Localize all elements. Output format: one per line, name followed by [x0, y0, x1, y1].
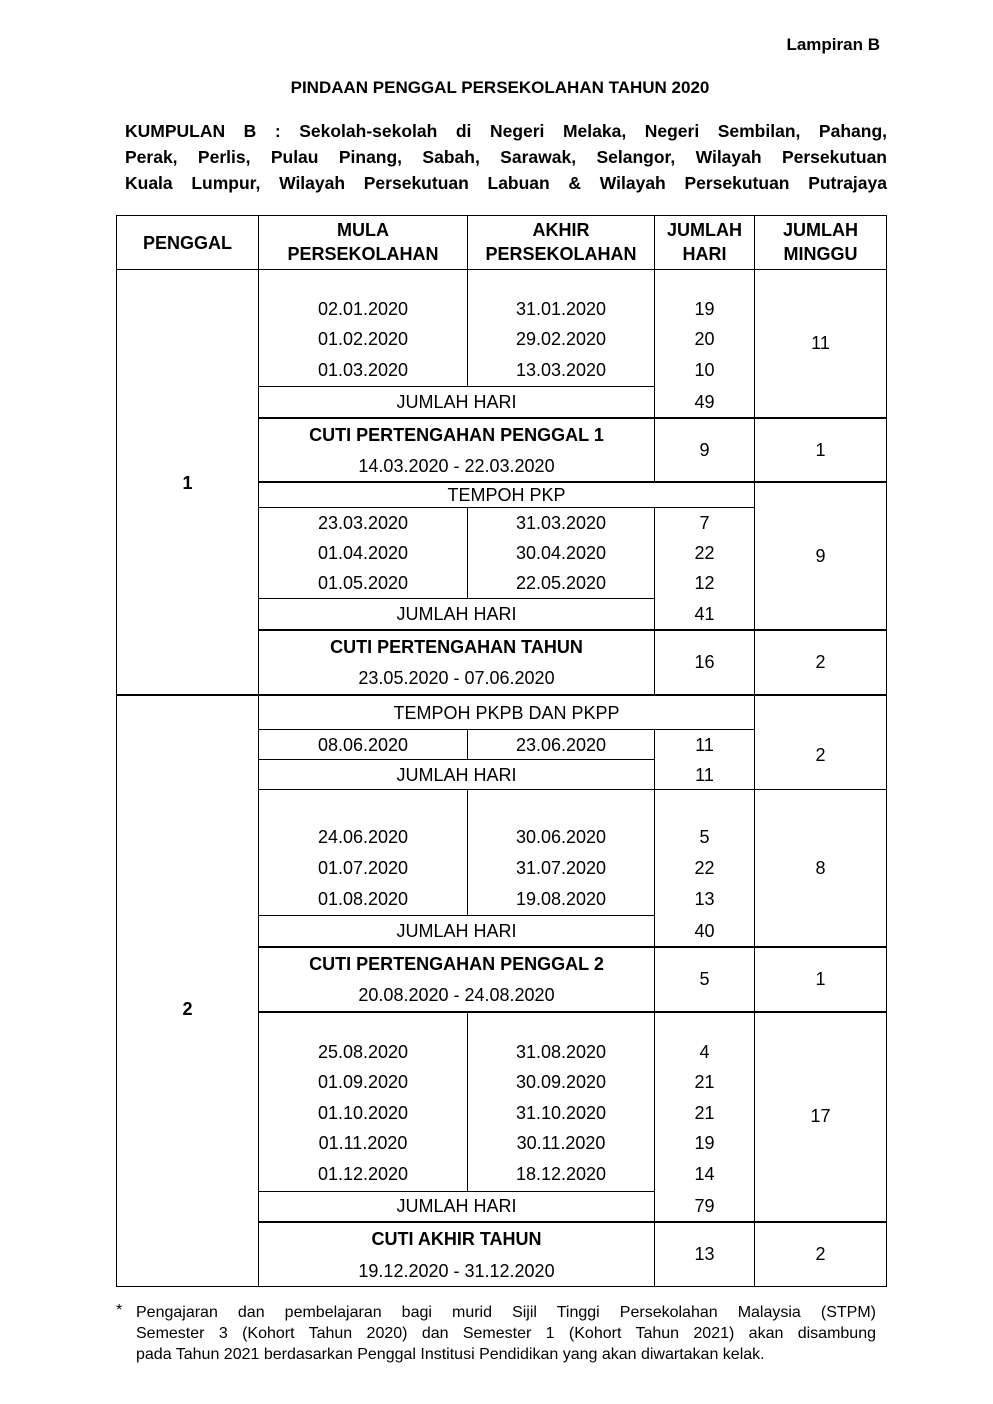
- end-date: 30.06.2020: [515, 827, 607, 847]
- table-rule: [258, 629, 887, 631]
- holiday-weeks: 1: [815, 969, 826, 989]
- holiday-days: 5: [699, 969, 710, 989]
- table-rule: [258, 1221, 887, 1223]
- holiday-weeks: 1: [815, 440, 826, 460]
- start-date: 01.03.2020: [317, 360, 409, 380]
- holiday-name: CUTI PERTENGAHAN PENGGAL 2: [309, 954, 604, 974]
- header-mula: MULA: [337, 220, 389, 240]
- week-count: 17: [810, 1106, 831, 1126]
- holiday-range: 14.03.2020 - 22.03.2020: [358, 456, 555, 476]
- footnote-line: Semester 3 (Kohort Tahun 2020) dan Semester 1 (Kohort Tahun 2021) akan disambung: [136, 1325, 876, 1342]
- table-rule: [258, 759, 655, 760]
- end-date: 22.05.2020: [515, 573, 607, 593]
- table-rule: [258, 789, 887, 790]
- penggal-label: 1: [182, 473, 193, 493]
- start-date: 01.08.2020: [317, 889, 409, 909]
- table-rule: [258, 1191, 655, 1192]
- end-date: 30.04.2020: [515, 543, 607, 563]
- end-date: 13.03.2020: [515, 360, 607, 380]
- holiday-days: 16: [694, 652, 715, 672]
- table-rule: [116, 269, 887, 270]
- total-label: JUMLAH HARI: [396, 604, 517, 624]
- end-date: 30.11.2020: [516, 1133, 606, 1153]
- group-line: Perak, Perlis, Pulau Pinang, Sabah, Sarawak, Selangor, Wilayah Persekutuan: [125, 147, 887, 167]
- holiday-weeks: 2: [815, 652, 826, 672]
- header-minggu: MINGGU: [783, 244, 858, 264]
- day-count: 22: [694, 543, 715, 563]
- start-date: 24.06.2020: [317, 827, 409, 847]
- header-hari: JUMLAH: [667, 220, 742, 240]
- end-date: 31.07.2020: [515, 858, 607, 878]
- week-count: 9: [815, 546, 826, 566]
- end-date: 30.09.2020: [515, 1072, 607, 1092]
- day-count: 20: [694, 329, 715, 349]
- start-date: 01.02.2020: [317, 329, 409, 349]
- day-count: 19: [694, 299, 715, 319]
- day-count: 14: [694, 1164, 715, 1184]
- footnote-marker: *: [116, 1302, 123, 1319]
- start-date: 02.01.2020: [317, 299, 409, 319]
- end-date: 31.10.2020: [515, 1103, 607, 1123]
- holiday-range: 20.08.2020 - 24.08.2020: [358, 985, 555, 1005]
- day-count: 19: [694, 1133, 715, 1153]
- holiday-days: 9: [699, 440, 710, 460]
- table-rule: [258, 1011, 887, 1013]
- header-minggu: JUMLAH: [783, 220, 858, 240]
- footnote-line: pada Tahun 2021 berdasarkan Penggal Institusi Pendidikan yang akan diwartakan kelak.: [136, 1346, 765, 1363]
- week-count: 11: [811, 333, 830, 353]
- header-akhir: AKHIR: [532, 220, 590, 240]
- table-rule: [258, 481, 887, 483]
- total-label: JUMLAH HARI: [396, 392, 517, 412]
- end-date: 31.08.2020: [515, 1042, 607, 1062]
- holiday-name: CUTI PERTENGAHAN TAHUN: [330, 637, 583, 657]
- group-line: Kuala Lumpur, Wilayah Persekutuan Labuan & Wilayah Persekutuan Putrajaya: [125, 173, 887, 193]
- group-line: KUMPULAN B : Sekolah-sekolah di Negeri Melaka, Negeri Sembilan, Pahang,: [125, 121, 887, 141]
- table-rule: [258, 386, 655, 387]
- holiday-name: CUTI AKHIR TAHUN: [371, 1229, 542, 1249]
- table-rule: [258, 598, 655, 599]
- table-rule: [258, 915, 655, 916]
- section-label: TEMPOH PKP: [447, 485, 566, 505]
- total-label: JUMLAH HARI: [396, 1196, 517, 1216]
- table-rule: [258, 417, 887, 419]
- start-date: 25.08.2020: [317, 1042, 409, 1062]
- total-days: 41: [694, 604, 715, 624]
- total-days: 79: [694, 1196, 715, 1216]
- table-border: [116, 1286, 887, 1287]
- day-count: 7: [699, 513, 710, 533]
- holiday-days: 13: [694, 1244, 715, 1264]
- section-label: TEMPOH PKPB DAN PKPP: [393, 703, 620, 723]
- end-date: 23.06.2020: [515, 735, 607, 755]
- header-penggal: PENGGAL: [142, 233, 232, 253]
- end-date: 31.03.2020: [515, 513, 607, 533]
- start-date: 01.11.2020: [318, 1133, 408, 1153]
- end-date: 18.12.2020: [515, 1164, 607, 1184]
- table-rule: [258, 729, 755, 730]
- day-count: 21: [694, 1103, 715, 1123]
- day-count: 22: [694, 858, 715, 878]
- total-label: JUMLAH HARI: [396, 765, 517, 785]
- week-count: 8: [815, 858, 826, 878]
- table-rule: [258, 946, 887, 948]
- penggal-label: 2: [182, 999, 193, 1019]
- total-days: 11: [695, 765, 714, 785]
- day-count: 10: [694, 360, 715, 380]
- total-days: 40: [694, 921, 715, 941]
- holiday-range: 23.05.2020 - 07.06.2020: [358, 668, 555, 688]
- week-count: 2: [815, 745, 826, 765]
- end-date: 31.01.2020: [515, 299, 607, 319]
- end-date: 19.08.2020: [515, 889, 607, 909]
- start-date: 01.05.2020: [317, 573, 409, 593]
- holiday-name: CUTI PERTENGAHAN PENGGAL 1: [309, 425, 604, 445]
- day-count: 11: [695, 735, 714, 755]
- holiday-weeks: 2: [815, 1244, 826, 1264]
- day-count: 21: [694, 1072, 715, 1092]
- start-date: 01.04.2020: [317, 543, 409, 563]
- table-border: [116, 215, 117, 1287]
- table-rule: [116, 694, 887, 696]
- header-hari: HARI: [682, 244, 727, 264]
- start-date: 01.09.2020: [317, 1072, 409, 1092]
- start-date: 23.03.2020: [317, 513, 409, 533]
- header-mula: PERSEKOLAHAN: [287, 244, 439, 264]
- table-rule: [258, 507, 755, 508]
- annex-label: Lampiran B: [786, 35, 880, 54]
- day-count: 4: [699, 1042, 710, 1062]
- total-label: JUMLAH HARI: [396, 921, 517, 941]
- start-date: 01.07.2020: [317, 858, 409, 878]
- day-count: 12: [694, 573, 715, 593]
- day-count: 13: [694, 889, 715, 909]
- document-title: PINDAAN PENGGAL PERSEKOLAHAN TAHUN 2020: [290, 78, 710, 97]
- day-count: 5: [699, 827, 710, 847]
- start-date: 08.06.2020: [317, 735, 409, 755]
- end-date: 29.02.2020: [515, 329, 607, 349]
- start-date: 01.10.2020: [317, 1103, 409, 1123]
- header-akhir: PERSEKOLAHAN: [485, 244, 637, 264]
- holiday-range: 19.12.2020 - 31.12.2020: [358, 1261, 555, 1281]
- footnote-line: Pengajaran dan pembelajaran bagi murid Sijil Tinggi Persekolahan Malaysia (STPM): [136, 1304, 876, 1321]
- table-border: [116, 215, 887, 216]
- total-days: 49: [694, 392, 715, 412]
- start-date: 01.12.2020: [317, 1164, 409, 1184]
